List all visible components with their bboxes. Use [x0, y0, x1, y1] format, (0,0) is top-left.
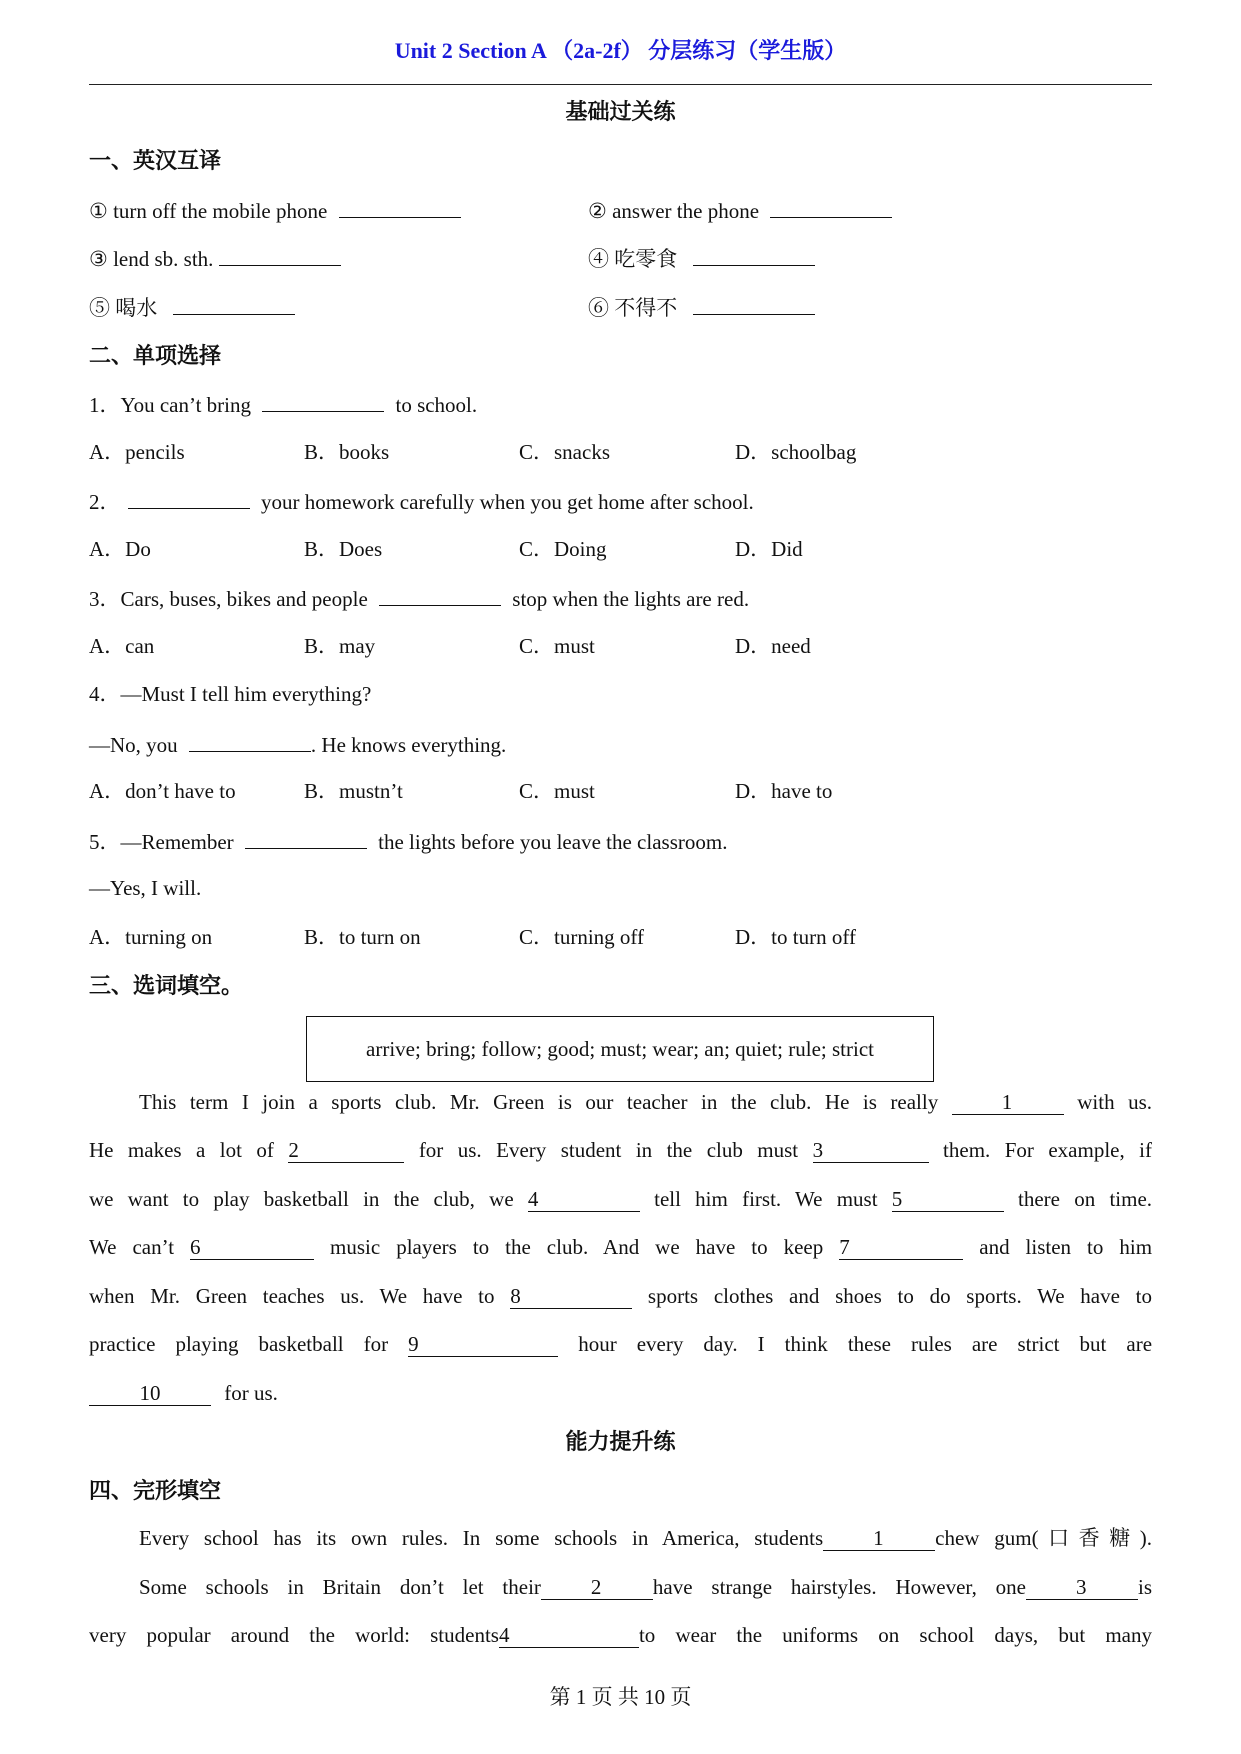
question-4-line2 — [89, 733, 506, 756]
answer-blank[interactable] — [339, 199, 461, 218]
passage-text: for us. Every student in the club must — [418, 1138, 799, 1162]
cloze-line-2 — [89, 1577, 1152, 1600]
q3-option-d[interactable]: D．need — [735, 634, 811, 658]
question-3-stem: 3．Cars, buses, bikes and people — [89, 587, 368, 611]
passage-text: This term I join a sports club. Mr. Green is our teacher in the club. He is really — [139, 1090, 939, 1114]
q3-option-b[interactable]: B．may — [304, 634, 376, 658]
answer-blank[interactable] — [693, 247, 815, 266]
question-2-stem: your homework carefully when you get home after school. — [261, 490, 754, 514]
translate-item-2 — [588, 199, 892, 222]
translate-item-6-text: ⑥ 不得不 — [588, 296, 678, 320]
translate-item-3 — [89, 247, 341, 270]
question-3 — [89, 587, 749, 610]
passage-text: hour every day. I think these rules are strict but are — [578, 1332, 1153, 1356]
cloze-line-3 — [89, 1625, 1152, 1648]
translate-item-6 — [588, 296, 815, 319]
blank-4[interactable]: 4 — [528, 1189, 640, 1212]
answer-blank[interactable] — [219, 247, 341, 266]
q5-option-c[interactable]: C．turning off — [519, 925, 645, 949]
answer-blank[interactable] — [128, 490, 250, 509]
blank-2[interactable]: 2 — [288, 1140, 404, 1163]
cloze-text: very popular around the world: students — [89, 1623, 499, 1647]
q2-option-a[interactable]: A．Do — [89, 537, 151, 561]
passage-text: when Mr. Green teaches us. We have to — [89, 1284, 495, 1308]
blank-8[interactable]: 8 — [510, 1286, 632, 1309]
question-5-line1 — [89, 830, 727, 853]
answer-blank[interactable] — [379, 587, 501, 606]
question-4-stem-end: . He knows everything. — [310, 733, 507, 757]
translate-item-2-text: ② answer the phone — [588, 199, 760, 223]
passage-line-1 — [89, 1092, 1152, 1115]
translate-item-1 — [89, 199, 461, 222]
passage-text: them. For example, if — [943, 1138, 1153, 1162]
q4-option-b[interactable]: B．mustn’t — [304, 779, 403, 803]
question-4-line1: 4．—Must I tell him everything? — [89, 682, 372, 706]
cloze-blank-4[interactable]: 4 — [499, 1625, 639, 1648]
answer-blank[interactable] — [173, 296, 295, 315]
q5-option-d[interactable]: D．to turn off — [735, 925, 856, 949]
part2-heading: 二、单项选择 — [89, 343, 222, 368]
translate-item-4-text: ④ 吃零食 — [588, 247, 678, 271]
cloze-text: to wear the uniforms on school days, but many — [638, 1623, 1152, 1647]
passage-text: practice playing basketball for — [89, 1332, 389, 1356]
q5-option-b[interactable]: B．to turn on — [304, 925, 421, 949]
header-divider — [89, 84, 1152, 85]
passage-text: we want to play basketball in the club, we — [89, 1187, 514, 1211]
cloze-text: is — [1137, 1575, 1152, 1599]
question-4-stem: —No, you — [89, 733, 178, 757]
cloze-text: have strange hairstyles. However, one — [652, 1575, 1026, 1599]
translate-item-5-text: ⑤ 喝水 — [89, 296, 158, 320]
answer-blank[interactable] — [189, 733, 311, 752]
q2-option-c[interactable]: C．Doing — [519, 537, 607, 561]
q5-option-a[interactable]: A．turning on — [89, 925, 213, 949]
part4-heading: 四、完形填空 — [89, 1478, 222, 1503]
blank-7[interactable]: 7 — [839, 1237, 963, 1260]
question-5-stem: 5．—Remember — [89, 830, 234, 854]
part1-heading: 一、英汉互译 — [89, 148, 222, 173]
q4-option-a[interactable]: A．don’t have to — [89, 779, 236, 803]
passage-text: He makes a lot of — [89, 1138, 274, 1162]
cloze-blank-3[interactable]: 3 — [1026, 1577, 1138, 1600]
page-header-title: Unit 2 Section A （2a-2f） 分层练习（学生版） — [394, 38, 847, 63]
question-1 — [89, 393, 477, 416]
passage-line-5 — [89, 1286, 1152, 1309]
blank-3[interactable]: 3 — [813, 1140, 929, 1163]
passage-line-4 — [89, 1237, 1152, 1260]
q2-option-d[interactable]: D．Did — [735, 537, 803, 561]
passage-line-2 — [89, 1140, 1152, 1163]
passage-text: with us. — [1077, 1090, 1152, 1114]
passage-text: tell him first. We must — [654, 1187, 878, 1211]
q4-option-c[interactable]: C．must — [519, 779, 595, 803]
cloze-blank-2[interactable]: 2 — [541, 1577, 653, 1600]
cloze-text: chew gum(口香糖). — [935, 1526, 1152, 1550]
page-footer: 第 1 页 共 10 页 — [549, 1685, 692, 1709]
cloze-blank-1[interactable]: 1 — [823, 1528, 935, 1551]
part3-heading: 三、选词填空。 — [89, 973, 244, 998]
cloze-text: Some schools in Britain don’t let their — [139, 1575, 541, 1599]
q4-option-d[interactable]: D．have to — [735, 779, 833, 803]
passage-text: music players to the club. And we have to keep — [330, 1235, 824, 1259]
q2-option-b[interactable]: B．Does — [304, 537, 383, 561]
q1-option-b[interactable]: B．books — [304, 440, 390, 464]
q1-option-d[interactable]: D．schoolbag — [735, 440, 857, 464]
q3-option-a[interactable]: A．can — [89, 634, 155, 658]
passage-text: sports clothes and shoes to do sports. We have to — [647, 1284, 1152, 1308]
passage-line-3 — [89, 1189, 1152, 1212]
question-1-stem-end: to school. — [395, 393, 478, 417]
blank-1[interactable]: 1 — [952, 1092, 1064, 1115]
question-5-stem-end: the lights before you leave the classroom. — [378, 830, 728, 854]
answer-blank[interactable] — [770, 199, 892, 218]
question-2 — [89, 490, 754, 513]
cloze-text: Every school has its own rules. In some schools in America, students — [139, 1526, 824, 1550]
question-3-stem-end: stop when the lights are red. — [512, 587, 750, 611]
passage-text: We can’t — [89, 1235, 175, 1259]
section-title-advanced: 能力提升练 — [565, 1429, 676, 1454]
cloze-line-1 — [89, 1528, 1152, 1551]
translate-item-5 — [89, 296, 295, 319]
blank-10[interactable]: 10 — [89, 1383, 211, 1406]
answer-blank[interactable] — [693, 296, 815, 315]
word-bank-box — [306, 1016, 934, 1082]
passage-text: there on time. — [1018, 1187, 1153, 1211]
translate-item-4 — [588, 247, 815, 270]
answer-blank[interactable] — [262, 393, 384, 412]
question-5-line2: —Yes, I will. — [89, 876, 202, 900]
blank-9[interactable]: 9 — [408, 1334, 558, 1357]
passage-text: for us. — [224, 1381, 278, 1405]
passage-line-6 — [89, 1334, 1152, 1357]
question-1-stem: 1．You can’t bring — [89, 393, 251, 417]
word-bank-text: arrive; bring; follow; good; must; wear; an; quiet; rule; strict — [366, 1036, 874, 1061]
translate-item-3-text: ③ lend sb. sth. — [89, 247, 214, 271]
answer-blank[interactable] — [245, 830, 367, 849]
q1-option-c[interactable]: C．snacks — [519, 440, 610, 464]
passage-text: and listen to him — [979, 1235, 1153, 1259]
passage-line-7 — [89, 1383, 278, 1406]
translate-item-1-text: ① turn off the mobile phone — [89, 199, 328, 223]
q3-option-c[interactable]: C．must — [519, 634, 595, 658]
question-2-number: 2． — [89, 490, 121, 514]
section-title-basic: 基础过关练 — [565, 99, 676, 124]
blank-5[interactable]: 5 — [892, 1189, 1004, 1212]
q1-option-a[interactable]: A．pencils — [89, 440, 185, 464]
blank-6[interactable]: 6 — [190, 1237, 314, 1260]
